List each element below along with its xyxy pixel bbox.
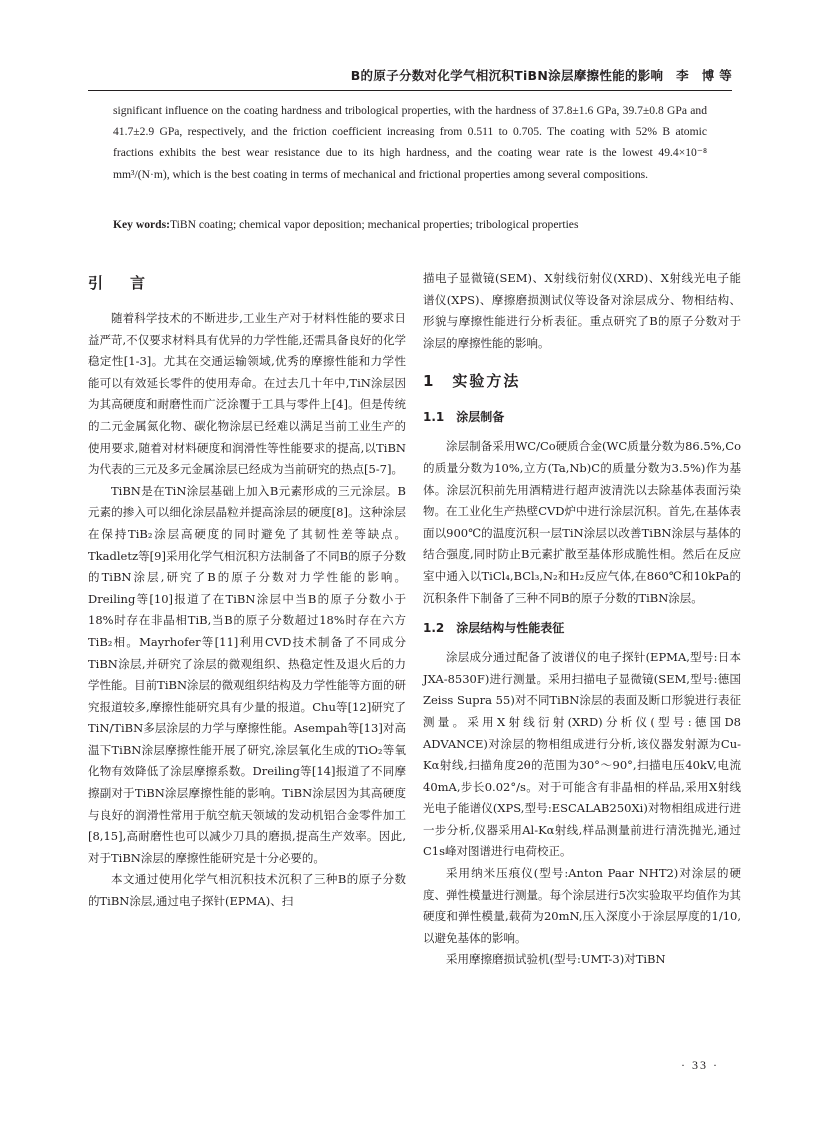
methods-paragraph-2: 涂层成分通过配备了波谱仪的电子探针(EPMA,型号:日本JXA-8530F)进行测量。采用扫描电子显微镜(SEM,型号:德国Zeiss Supra 55)对不同TiBN涂层的表面及断口形貌进行表征测量。采用X射线衍射(XRD)分析仪(型号:德国D8 ADVANCE)对涂层的物相组成进行分析,该仪器发射源为Cu-Kα射线,扫描角度2θ的范围为30°～90°,扫描电压40kV,电流40mA,步长0.02°/s。对于可能含有非晶相的样品,采用X射线光电子能谱仪(XPS,型号:ESCALAB250Xi)对物相组成进行进一步分析,仪器采用Al-Kα射线,样品测量前进行清洗抛光,通过C1s峰对图谱进行电荷校正。 [423, 650, 741, 859]
left-column [88, 268, 406, 913]
intro-paragraph-3: 本文通过使用化学气相沉积技术沉积了三种B的原子分数的TiBN涂层,通过电子探针(EPMA)、扫 [88, 872, 406, 909]
abstract-block [113, 100, 707, 185]
running-title: B的原子分数对化学气相沉积TiBN涂层摩擦性能的影响 李 博 等 [350, 68, 732, 83]
keywords-block [113, 214, 707, 235]
keywords-text: TiBN coating; chemical vapor deposition; mechanical properties; tribological properties [170, 218, 579, 231]
page-number: · 33 · [681, 1058, 719, 1072]
intro-paragraph-2: TiBN是在TiN涂层基础上加入B元素形成的三元涂层。B元素的掺入可以细化涂层晶粒并提高涂层的硬度[8]。这种涂层在保持TiB₂涂层高硬度的同时避免了其韧性差等缺点。Tkadletz等[9]采用化学气相沉积方法制备了不同B的原子分数的TiBN涂层,研究了B的原子分数对力学性能的影响。Dreiling等[10]报道了在TiBN涂层中当B的原子分数小于18%时存在非晶相TiB,当B的原子分数超过18%时存在六方TiB₂相。Mayrhofer等[11]利用CVD技术制备了不同成分TiBN涂层,并研究了涂层的微观组织、热稳定性及退火后的力学性能。目前TiBN涂层的微观组织结构及力学性能等方面的研究报道较多,摩擦性能研究具有少量的报道。Chu等[12]研究了TiN/TiBN多层涂层的力学与摩擦性能。Asempah等[13]对高温下TiBN涂层摩擦性能开展了研究,涂层氧化生成的TiO₂等氧化物有效降低了涂层摩擦系数。Dreiling等[14]报道了不同摩擦副对于TiBN涂层摩擦性能的影响。TiBN涂层因为其高硬度与良好的润滑性常用于航空航天领域的发动机铝合金零件加工[8,15],高耐磨性也可以减少刀具的磨损,提高生产效率。因此,对于TiBN涂层的摩擦性能研究是十分必要的。 [88, 483, 406, 865]
methods-heading: 1 实验方法 [423, 372, 521, 391]
intro-paragraph-1: 随着科学技术的不断进步,工业生产对于材料性能的要求日益严苛,不仅要求材料具有优异的力学性能,还需具备良好的化学稳定性[1-3]。尤其在交通运输领域,优秀的摩擦性能和力学性能可以有效延长零件的使用寿命。在过去几十年中,TiN涂层因为其高硬度和耐磨性而广泛涂覆于工具与零件上[4]。但是传统的二元金属氮化物、碳化物涂层已经难以满足当前工业生产的使用要求,随着对材料硬度和润滑性等性能要求的提高,以TiBN为代表的三元及多元金属涂层已经成为当前研究的热点[5-7]。 [88, 311, 406, 477]
subsection-coating-preparation: 1.1 涂层制备 [423, 410, 505, 425]
introduction-heading: 引 言 [88, 274, 152, 292]
methods-paragraph-4: 采用摩擦磨损试验机(型号:UMT-3)对TiBN [446, 952, 666, 967]
abstract-text: significant influence on the coating hardness and tribological properties, with the hardness of 37.8±1.6 GPa, 39.7±0.8 GPa and 41.7±2.9 GPa, respectively, and the friction coefficient increasing from 0.511 to 0.705. The coating with 52% B atomic fractions exhibits the best wear resistance due to its high hardness, and the coating wear rate is the lowest 49.4×10⁻⁸ mm³/(N·m), which is the best coating in terms of mechanical and frictional properties among several compositions. [113, 104, 707, 181]
methods-paragraph-1: 涂层制备采用WC/Co硬质合金(WC质量分数为86.5%,Co的质量分数为10%,立方(Ta,Nb)C的质量分数为3.5%)作为基体。涂层沉积前先用酒精进行超声波清洗以去除基体表面污染物。在工业化生产热壁CVD炉中进行涂层沉积。首先,在基体表面以900℃的温度沉积一层TiN涂层以改善TiBN涂层与基体的结合强度,同时防止B元素扩散至基体形成脆性相。然后在反应室中通入以TiCl₄,BCl₃,N₂和H₂反应气体,在860℃和10kPa的沉积条件下制备了三种不同B的原子分数的TiBN涂层。 [423, 439, 741, 605]
keywords-label: Key words: [113, 218, 170, 231]
running-header [88, 66, 732, 91]
subsection-characterization: 1.2 涂层结构与性能表征 [423, 621, 565, 636]
right-column [423, 268, 741, 971]
intro-paragraph-3-continued: 描电子显微镜(SEM)、X射线衍射仪(XRD)、X射线光电子能谱仪(XPS)、摩擦磨损测试仪等设备对涂层成分、物相结构、形貌与摩擦性能进行分析表征。重点研究了B的原子分数对于涂层的摩擦性能的影响。 [423, 271, 741, 350]
methods-paragraph-3: 采用纳米压痕仪(型号:Anton Paar NHT2)对涂层的硬度、弹性模量进行测量。每个涂层进行5次实验取平均值作为其硬度和弹性模量,载荷为20mN,压入深度小于涂层厚度的1/10,以避免基体的影响。 [423, 866, 741, 945]
